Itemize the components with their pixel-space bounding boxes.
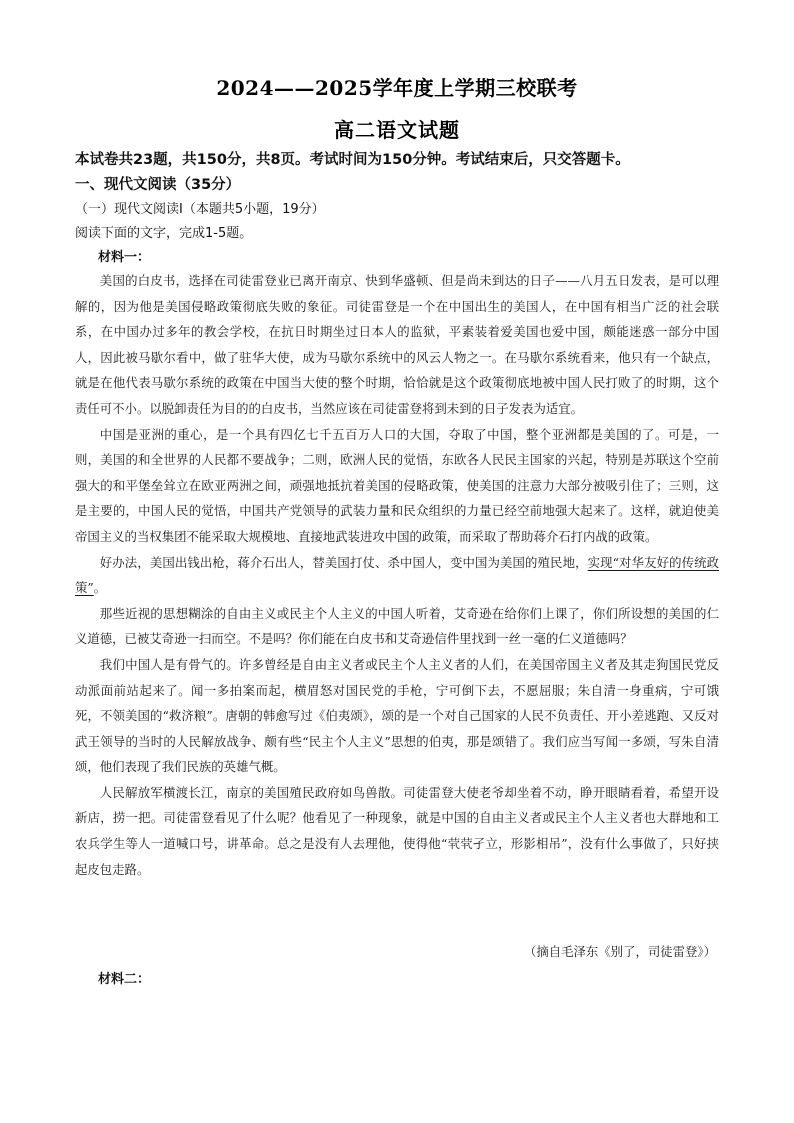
underlined-quote: 实现“对华友好的传统政策” bbox=[75, 554, 720, 596]
paragraph bbox=[75, 550, 719, 601]
paragraph: 中国是亚洲的重心，是一个具有四亿七千五百万人口的大国，夺取了中国，整个亚洲都是美国的了。可是，一则，美国的和全世界的人民都不要战争；二则，欧洲人民的觉悟，东欧各人民民主国家的兴起，特别是苏联这个空前强大的和平堡垒耸立在欧亚两洲之间，顽强地抵抗着美国的侵略政策，使美国的注意力大部分被吸引住了；三则，这是主要的，中国人民的觉悟，中国共产党领导的武装力量和民众组织的力量已经空前地强大起来了。这样，就迫使美帝国主义的当权集团不能采取大规模地、直接地武装进攻中国的政策，而采取了帮助蒋介石打内战的政策。 bbox=[75, 426, 719, 544]
paragraph: 美国的白皮书，选择在司徒雷登业已离开南京、快到华盛顿、但是尚未到达的日子——八月五日发表，是可以理解的，因为他是美国侵略政策彻底失败的象征。司徒雷登是一个在中国出生的美国人，在中国有相当广泛的社会联系，在中国办过多年的教会学校，在抗日时期坐过日本人的监狱，平素装着爱美国也爱中国，颇能迷惑一部分中国人，因此被马歇尔看中，做了驻华大使，成为马歇尔系统中的风云人物之一。在马歇尔系统看来，他只有一个缺点，就是在他代表马歇尔系统的政策在中国当大使的整个时期，恰恰就是这个政策彻底地被中国人民打败了的时期，这个责任可不小。以脱卸责任为目的的白皮书，当然应该在司徒雷登将到未到的日子发表为适宜。 bbox=[75, 273, 719, 416]
exam-title: 2024——2025学年度上学期三校联考 bbox=[216, 76, 578, 100]
section-heading: 一、现代文阅读（35分） bbox=[75, 177, 241, 193]
material-1-body bbox=[75, 268, 719, 882]
exam-instructions: 本试卷共23题，共150分，共8页。考试时间为150分钟。考试结束后，只交答题卡。 bbox=[75, 152, 630, 168]
source-citation: （摘自毛泽东《别了，司徒雷登》） bbox=[523, 944, 716, 959]
paragraph: 那些近视的思想糊涂的自由主义或民主个人主义的中国人听着，艾奇逊在给你们上课了，你们所设想的美国的仁义道德，已被艾奇逊一扫而空。不是吗？你们能在白皮书和艾奇逊信件里找到一丝一毫的仁义道德吗？ bbox=[75, 605, 719, 647]
reading-instruction: 阅读下面的文字，完成1-5题。 bbox=[75, 226, 253, 241]
paragraph: 我们中国人是有骨气的。许多曾经是自由主义者或民主个人主义者的人们，在美国帝国主义者及其走狗国民党反动派面前站起来了。闻一多拍案而起，横眉怒对国民党的手枪，宁可倒下去，不愿屈服；朱自清一身重病，宁可饿死，不领美国的“救济粮”。唐朝的韩愈写过《伯夷颂》，颂的是一个对自己国家的人民不负责任、开小差逃跑、又反对武王领导的当时的人民解放战争、颇有些“民主个人主义”思想的伯夷，那是颂错了。我们应当写闻一多颂，写朱自清颂，他们表现了我们民族的英雄气概。 bbox=[75, 656, 719, 775]
material-1-label: 材料一： bbox=[98, 250, 151, 265]
exam-subtitle: 高二语文试题 bbox=[334, 118, 460, 142]
paragraph: 人民解放军横渡长江，南京的美国殖民政府如鸟兽散。司徒雷登大使老爷却坐着不动，睁开眼睛看着，希望开设新店，捞一把。司徒雷登看见了什么呢？他看见了一种现象，就是中国的自由主义者或民主个人主义者也大群地和工农兵学生等人一道喊口号，讲革命。总之是没有人去理他，使得他“茕茕孑立，形影相吊”，没有什么事做了，只好挟起皮包走路。 bbox=[75, 784, 719, 877]
paragraph-text: 好办法，美国出钱出枪，蒋介石出人，替美国打仗、杀中国人，变中国为美国的殖民地， bbox=[99, 554, 588, 570]
paragraph-end: 。 bbox=[93, 580, 107, 596]
subsection-heading: （一）现代文阅读Ⅰ（本题共5小题，19分） bbox=[75, 202, 325, 217]
material-2-label: 材料二： bbox=[98, 972, 151, 987]
